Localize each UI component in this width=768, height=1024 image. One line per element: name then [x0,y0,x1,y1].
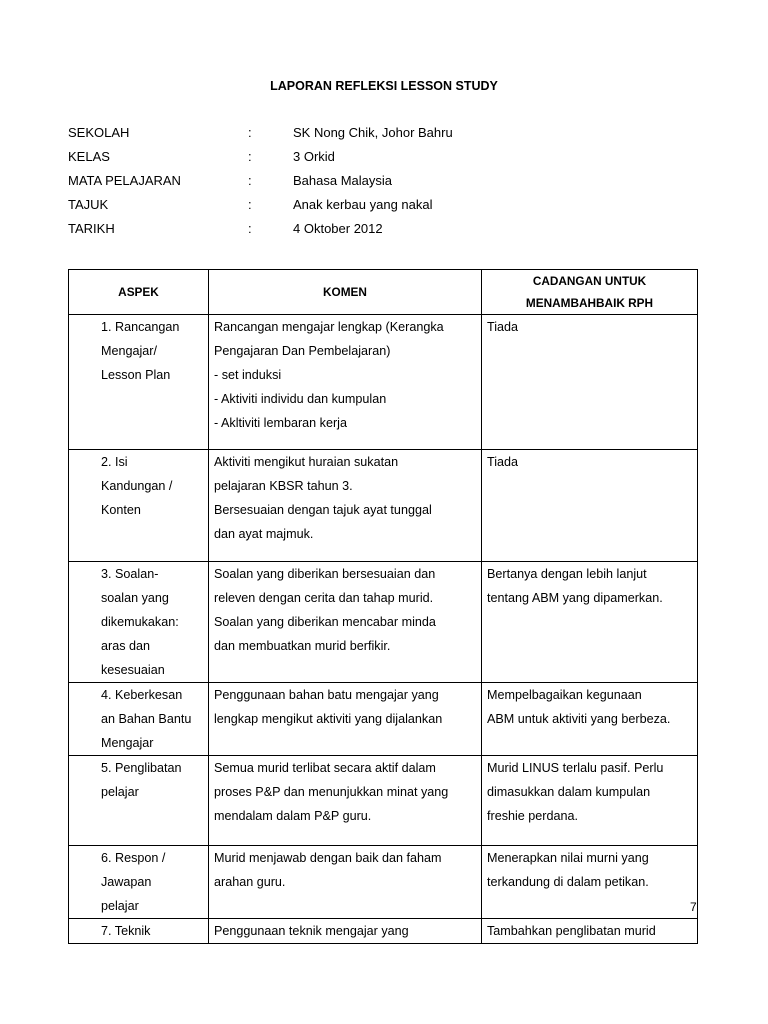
info-row-tarikh [68,221,668,245]
table-body [69,315,698,944]
cell-line: pelajaran KBSR tahun 3. [214,479,353,493]
cell-line: Mempelbagaikan kegunaan [487,688,642,702]
cell-line: 2. Isi [101,455,128,469]
cell-line: - set induksi [214,368,282,382]
reflection-table [68,269,698,944]
cell-line: Penggunaan bahan batu mengajar yang [214,688,439,702]
cell-line: pelajar [101,785,139,799]
cell-cadangan [482,756,698,846]
cell-line: - Akltiviti lembaran kerja [214,416,347,430]
table-row [69,756,698,846]
table-row [69,315,698,450]
info-value: 4 Oktober 2012 [293,221,383,236]
info-value: Bahasa Malaysia [293,173,392,188]
document-title: LAPORAN REFLEKSI LESSON STUDY [270,79,498,93]
cell-komen [209,683,482,756]
cell-line: aras dan [101,639,151,653]
cell-aspek [69,846,209,919]
info-label: MATA PELAJARAN [68,173,181,188]
info-label: KELAS [68,149,110,164]
info-value: SK Nong Chik, Johor Bahru [293,125,453,140]
cell-line: Bertanya dengan lebih lanjut [487,567,647,581]
cell-line: pelajar [101,899,139,913]
cell-line: proses P&P dan menunjukkan minat yang [214,785,449,799]
cell-line: Aktiviti mengikut huraian sukatan [214,455,399,469]
cell-line: dan ayat majmuk. [214,527,314,541]
cell-komen [209,562,482,683]
cell-line: Murid LINUS terlalu pasif. Perlu [487,761,664,775]
cell-line: Mengajar [101,736,154,750]
info-row-kelas [68,149,668,173]
info-colon: : [248,173,252,188]
info-colon: : [248,125,252,140]
info-label: TAJUK [68,197,109,212]
cell-line: Tiada [487,455,519,469]
cell-line: Murid menjawab dengan baik dan faham [214,851,442,865]
cell-line: Mengajar/ [101,344,158,358]
cell-line: Tambahkan penglibatan murid [487,924,656,938]
cell-aspek [69,450,209,562]
page-number: 7 [690,900,697,914]
info-value: Anak kerbau yang nakal [293,197,433,212]
cell-line: an Bahan Bantu [101,712,192,726]
cell-line: Penggunaan teknik mengajar yang [214,924,409,938]
info-value: 3 Orkid [293,149,335,164]
info-label: SEKOLAH [68,125,130,140]
cell-line: soalan yang [101,591,169,605]
cell-line: dimasukkan dalam kumpulan [487,785,651,799]
table-row [69,562,698,683]
cell-line: releven dengan cerita dan tahap murid. [214,591,434,605]
cell-line: Lesson Plan [101,368,171,382]
cell-komen [209,450,482,562]
cell-line: dan membuatkan murid berfikir. [214,639,391,653]
cell-komen [209,756,482,846]
cell-aspek [69,919,209,944]
cell-line: tentang ABM yang dipamerkan. [487,591,663,605]
info-block [68,125,668,245]
cell-aspek [69,315,209,450]
cell-line: dikemukakan: [101,615,179,629]
cell-line: Semua murid terlibat secara aktif dalam [214,761,436,775]
cell-line: mendalam dalam P&P guru. [214,809,372,823]
cell-line: Kandungan / [101,479,173,493]
cell-line: terkandung di dalam petikan. [487,875,649,889]
cell-line: kesesuaian [101,663,165,677]
cell-cadangan [482,562,698,683]
cell-line: Menerapkan nilai murni yang [487,851,649,865]
info-row-sekolah [68,125,668,149]
header-aspek: ASPEK [69,270,209,315]
cell-line: 4. Keberkesan [101,688,183,702]
header-cadangan-line1: CADANGAN UNTUK [532,274,647,288]
table-header-row [69,270,698,315]
cell-line: 1. Rancangan [101,320,180,334]
cell-komen [209,315,482,450]
header-cadangan-line2: MENAMBAHBAIK RPH [525,296,654,310]
cell-line: Pengajaran Dan Pembelajaran) [214,344,391,358]
info-colon: : [248,221,252,236]
cell-line: 6. Respon / [101,851,166,865]
table-row [69,683,698,756]
cell-line: Soalan yang diberikan bersesuaian dan [214,567,436,581]
cell-line: 3. Soalan- [101,567,159,581]
cell-cadangan [482,846,698,919]
header-cadangan [482,270,698,315]
cell-line: arahan guru. [214,875,286,889]
table-row [69,919,698,944]
cell-aspek [69,756,209,846]
cell-line: lengkap mengikut aktiviti yang dijalankan [214,712,443,726]
info-row-mata-pelajaran [68,173,668,197]
cell-cadangan [482,919,698,944]
info-colon: : [248,149,252,164]
cell-komen [209,846,482,919]
cell-line: Rancangan mengajar lengkap (Kerangka [214,320,444,334]
cell-aspek [69,683,209,756]
table-row [69,846,698,919]
cell-line: - Aktiviti individu dan kumpulan [214,392,387,406]
info-row-tajuk [68,197,668,221]
cell-line: freshie perdana. [487,809,579,823]
cell-line: Bersesuaian dengan tajuk ayat tunggal [214,503,432,517]
cell-line: Tiada [487,320,519,334]
cell-line: 7. Teknik [101,924,151,938]
cell-line: Konten [101,503,141,517]
table-row [69,450,698,562]
cell-cadangan [482,450,698,562]
cell-cadangan [482,683,698,756]
info-colon: : [248,197,252,212]
cell-line: 5. Penglibatan [101,761,182,775]
cell-cadangan [482,315,698,450]
cell-komen [209,919,482,944]
cell-line: ABM untuk aktiviti yang berbeza. [487,712,671,726]
cell-line: Jawapan [101,875,152,889]
cell-aspek [69,562,209,683]
header-komen: KOMEN [209,270,482,315]
cell-line: Soalan yang diberikan mencabar minda [214,615,436,629]
info-label: TARIKH [68,221,115,236]
